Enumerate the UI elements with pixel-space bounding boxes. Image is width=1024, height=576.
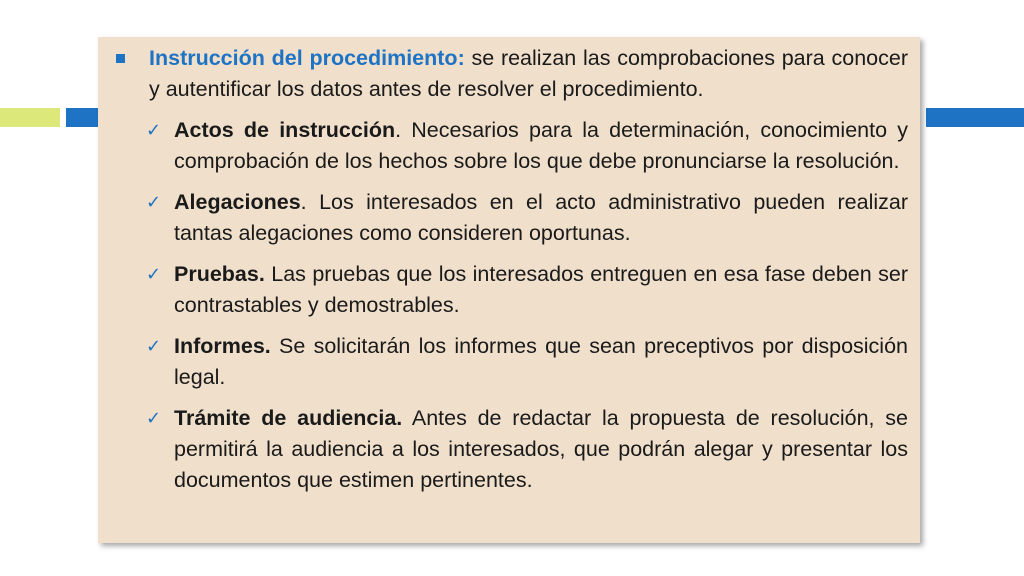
checkmark-icon: ✓ bbox=[146, 192, 162, 213]
checkmark-icon: ✓ bbox=[146, 408, 162, 429]
list-item-term: Actos de instrucción bbox=[174, 118, 396, 142]
list-item bbox=[146, 403, 908, 496]
list-item-text bbox=[174, 115, 908, 177]
main-point bbox=[110, 43, 908, 105]
main-point-body: se realizan las comprobaciones para conocer y autentificar los datos antes de resolver el procedimiento. bbox=[149, 46, 908, 101]
list-item-body: Antes de redactar la propuesta de resolución, se permitirá la audiencia a los interesados, que podrán alegar y presentar los documentos que estimen pertinentes. bbox=[174, 406, 908, 492]
list-item bbox=[146, 331, 908, 393]
content-box bbox=[98, 37, 920, 543]
decor-bar-left-blue bbox=[66, 108, 98, 127]
list-item-body: Se solicitarán los informes que sean preceptivos por disposición legal. bbox=[174, 334, 908, 389]
checkmark-icon: ✓ bbox=[146, 336, 162, 357]
decor-bar-right-blue bbox=[926, 108, 1024, 127]
list-item-term: Trámite de audiencia. bbox=[174, 406, 403, 430]
list-item bbox=[146, 115, 908, 177]
main-point-lead: Instrucción del procedimiento: bbox=[149, 46, 465, 70]
checkmark-icon: ✓ bbox=[146, 264, 162, 285]
list-item-body: Las pruebas que los interesados entreguen en esa fase deben ser contrastables y demostrables. bbox=[174, 262, 908, 317]
list-item-text bbox=[174, 259, 908, 321]
square-bullet-icon bbox=[116, 54, 125, 63]
list-item-term: Informes. bbox=[174, 334, 271, 358]
list-item-body: . Los interesados en el acto administrativo pueden realizar tantas alegaciones como consideren oportunas. bbox=[174, 190, 908, 245]
list-item-text bbox=[174, 403, 908, 496]
list-item-text bbox=[174, 331, 908, 393]
list-item-body: . Necesarios para la determinación, conocimiento y comprobación de los hechos sobre los que debe pronunciarse la resolución. bbox=[174, 118, 908, 173]
list-item-term: Pruebas. bbox=[174, 262, 265, 286]
checkmark-icon: ✓ bbox=[146, 120, 162, 141]
list-item bbox=[146, 187, 908, 249]
main-point-text bbox=[149, 43, 908, 105]
list-item-text bbox=[174, 187, 908, 249]
list-item-term: Alegaciones bbox=[174, 190, 301, 214]
decor-bar-left-green bbox=[0, 108, 60, 127]
list-item bbox=[146, 259, 908, 321]
